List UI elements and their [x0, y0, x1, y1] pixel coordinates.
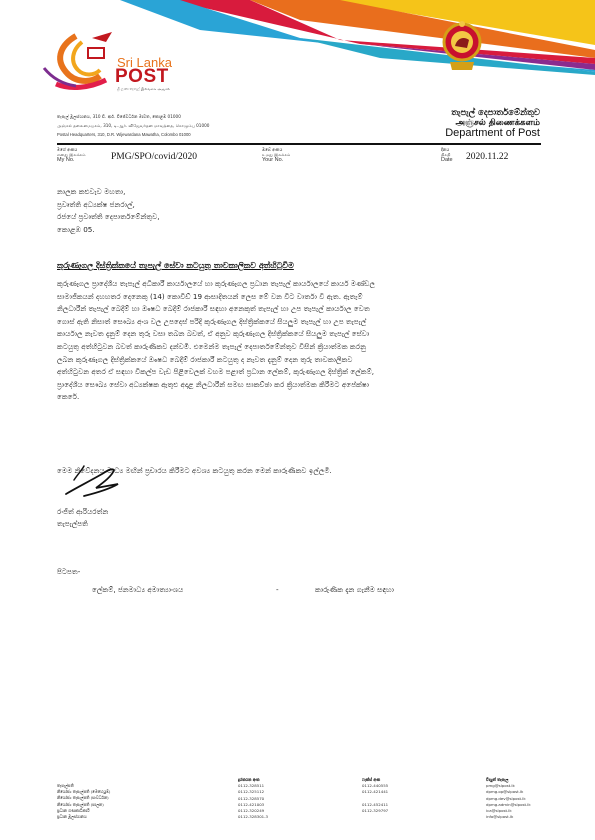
- body-line: කෙරේ.: [57, 392, 80, 402]
- body-paragraph-2: මෙම නිවේදනය මාධ්‍ය මඟින් ප්‍රචාරය කිරීමට අවශ්‍ය කටයුතු කරන මෙන් කාරුණිකව ඉල්ලමි.: [57, 466, 332, 475]
- department-name-sinhala: තැපැල් දෙපාර්තමේන්තුව: [451, 108, 540, 118]
- body-line: ලබන කුරුණෑගල දිස්ත්‍රික්කයේ ඖෂධ බෙදීම් රාජකාරී කටයුතු ද නැවත දැනුම් දෙන තුරු තාවකාලිකව: [57, 354, 353, 364]
- hq-address-sinhala: තැපැල් මූලස්ථානය, 310 ඩී. ආර්. විජේවර්ධන මාවත, කොළඹ 01000: [57, 114, 181, 119]
- hq-address-tamil: அஞ்சல் தலைமையகம், 310, டி.ஆர். விஜேவர்தன மாவத்தை, கொழும்பு 01000: [57, 123, 210, 128]
- recipient-address: [57, 186, 160, 236]
- logo-tagline: ශ්‍රී ලංකා තැපැල් இலங்கை அஞ்சல்: [117, 87, 171, 91]
- logo-wordmark-sri-lanka: Sri Lanka: [117, 55, 172, 70]
- body-line: ප්‍රාදේශීය සෞඛ්‍ය සේවා අධ්‍යක්ෂක ඇතුළු අදාළ නිලධාරීන් සමඟ සාකච්ඡා කර ක්‍රියාත්මක කිරීමට අපේක්ෂා: [57, 379, 370, 389]
- body-line: ගොස් ඇති නිසාත් සෞඛ්‍ය අංශ වල උපදෙස් පරිදි කුරුණෑගල දිස්ත්‍රික්කයේ සියලුම තැපැල් හා උප තැපැල්: [57, 316, 367, 326]
- body-line: අත්හිටුවන අතර ඒ සඳහා විකල්ප වැඩ පිළිවෙලක් වහම පළාත් ප්‍රධාන ලේකම්, කුරුණෑගල දිස්ත්‍රික් ලේකම්,: [57, 367, 375, 377]
- body-line: කාර්යාල නැවත දැනුම් දෙන තුරු වසා තබන බවත්, ඒ අනුව කුරුණෑගල දිස්ත්‍රික්කයේ සියලුම තැපැල් සේවා: [57, 329, 370, 339]
- department-name-tamil: அஞ்சல் திணைக்களம்: [455, 118, 540, 128]
- department-name-english: Department of Post: [445, 127, 540, 139]
- recipient-line: රජයේ ප්‍රවෘත්ති දෙපාර්තමේන්තුව,: [57, 212, 160, 222]
- sri-lanka-post-logo-icon: [36, 28, 120, 96]
- body-line: කටයුතු අත්හිටුවන බවත් කාරුණිකව දන්වමි. එමෙන්ම තැපැල් දෙපාර්තමේන්තුව විසින් ක්‍රියාත්මක කරනු: [57, 341, 366, 351]
- signature-icon: [62, 462, 124, 502]
- date-label: දිනය திகதி Date: [441, 147, 453, 163]
- my-no-label: මගේ අංකය எனது இலக்கம் My No.: [57, 147, 86, 163]
- header-divider: [57, 143, 541, 145]
- recipient-line: ප්‍රවෘත්ති අධ්‍යක්ෂ ජනරාල්,: [57, 199, 135, 209]
- body-line: කුරුණෑගල ප්‍රාදේශීය තැපැල් අධිකාරී කාර්යාලයේ හා කුරුණෑගල ප්‍රධාන තැපැල් කාර්යාලයේ කාර්ය මණ්ඩල: [57, 279, 375, 288]
- footer-faxes: ෆැක්ස් අංක 0112-440555 0112-421441 0112-452411 0112-329797: [362, 777, 389, 814]
- recipient-line: කොළඹ 05.: [57, 224, 95, 234]
- letter-subject: කුරුණෑගල දිස්ත්‍රික්කයේ තැපැල් සේවා කටයුතු තාවකාලිකව අත්හිටුවීම: [57, 261, 294, 270]
- my-no-value: PMG/SPO/covid/2020: [111, 152, 198, 162]
- footer-offices: තැපැල්පති නියෝජ්‍ය තැපැල්පති (මෙහෙයුම්) නියෝජ්‍ය තැපැල්පති (සංවර්ධන) නියෝජ්‍ය තැපැල්පති (පාලන) ප්‍රධාන ගණකාධිකාරී ප්‍රධාන මූලස්ථානය: [57, 783, 111, 820]
- logo-wordmark-post: POST: [115, 66, 169, 87]
- copy-recipient: ලේකම්, ජනමාධ්‍ය අමාත්‍යාංශය: [92, 585, 184, 594]
- your-no-label: ඔබේ අංකය உமது இலக்கம் Your No.: [262, 147, 291, 163]
- hq-address-english: Postal Headquarters, 310, D.R. Wijewardana Mawatha, Colombo 01000: [57, 132, 191, 137]
- recipient-line: නාලක කළුවැව මහතා,: [57, 187, 126, 196]
- copy-separator: -: [276, 585, 279, 594]
- copy-purpose: කාරුණික දැන ගැනීම සඳහා: [315, 585, 395, 594]
- body-line: නිලධාරීන් තැපැල් බෙදීම් හා ඖෂධ බෙදීම් රාජකාරී සඳහා අනෙකුත් තැපැල් හා උප තැපැල් කාර්යාල වෙත: [57, 304, 370, 314]
- body-line: සාමාජිකයන් දහහතර දෙනෙකු (14) කොවිඩ් 19 ආසාදිතයන් ලෙස මේ වන විට වාර්තා වී ඇත. ඇතැම්: [57, 291, 363, 301]
- national-emblem-icon: [442, 18, 482, 74]
- body-paragraph-1: [57, 278, 541, 404]
- signer-title: තැපැල්පති: [57, 519, 88, 528]
- footer-phones: දුරකථන අංක 0112-328511 0112-325112 0112-328570 0112-421003 0112-320249 0112-328301-3: [238, 777, 269, 820]
- footer-emails: විද්‍යුත් තැපෑල pmg@slpost.lk dpmg.op@slpost.lk dpmg.dev@slpost.lk dpmg.admin@slpost.lk ica@slpost.lk info@slpost.lk: [486, 777, 531, 820]
- copies-label: පිටපත-: [57, 567, 81, 576]
- date-value: 2020.11.22: [466, 152, 509, 162]
- signer-name: රංජිත් ආරියරත්න: [57, 507, 109, 516]
